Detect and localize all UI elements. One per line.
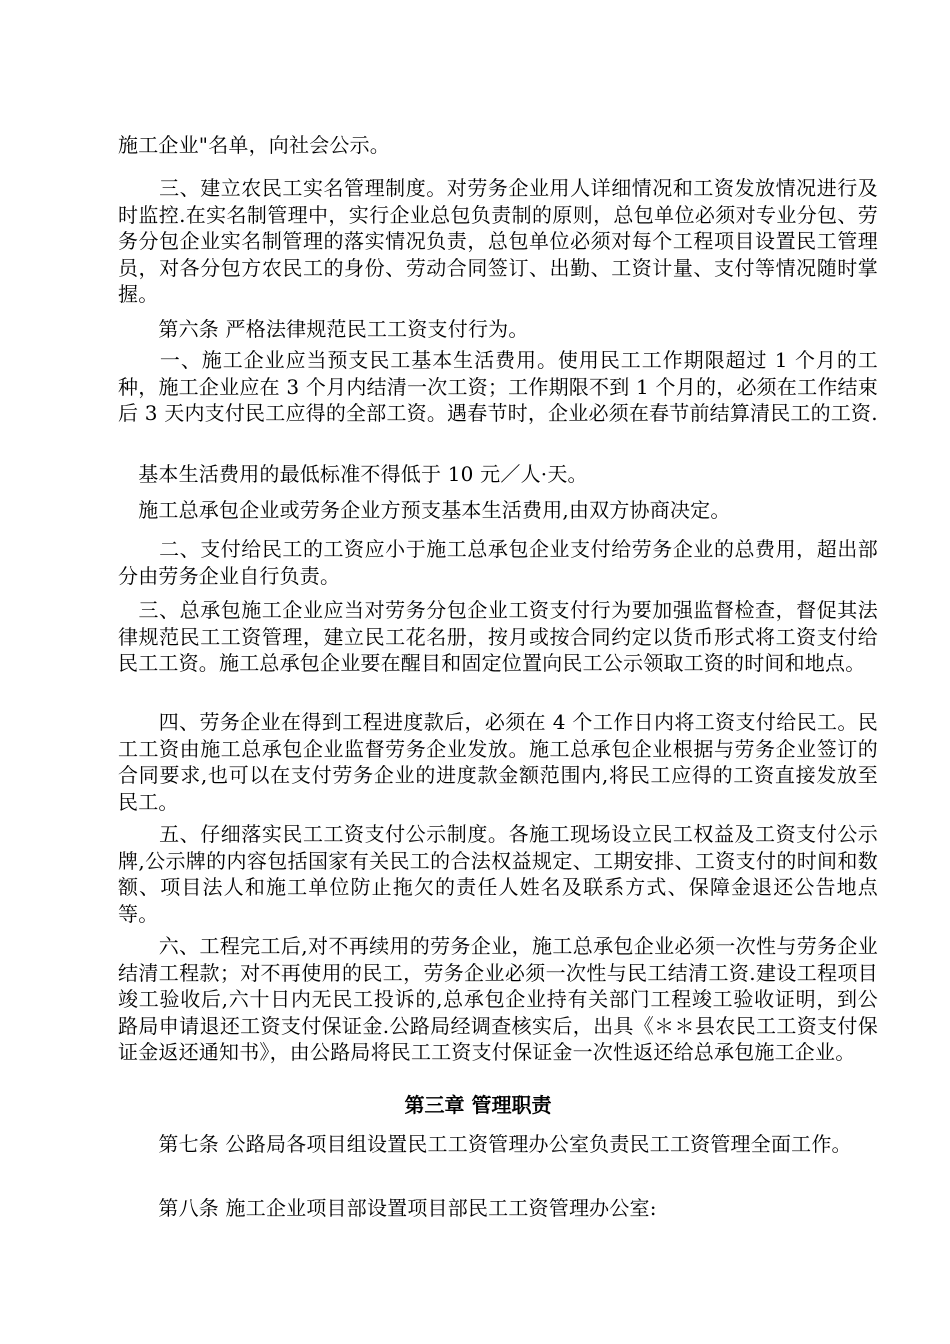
paragraph-9: 四、劳务企业在得到工程进度款后，必须在 4 个工作日内将工资支付给民工。民工工资由施工总承包企业监督劳务企业发放。施工总承包企业根据与劳务企业签订的合同要求,也可以在支付劳务企业的进度款金额范围内,将民工应得的工资直接发放至民工。 [118,710,878,814]
paragraph-7: 二、支付给民工的工资应小于施工总承包企业支付给劳务企业的总费用，超出部分由劳务企业自行负责。 [118,537,878,588]
chapter-heading: 第三章 管理职责 [404,1093,552,1117]
paragraph-10: 五、仔细落实民工工资支付公示制度。各施工现场设立民工权益及工资支付公示牌,公示牌的内容包括国家有关民工的合法权益规定、工期安排、工资支付的时间和数额、项目法人和施工单位防止拖欠的责任人姓名及联系方式、保障金退还公告地点等。 [118,822,878,926]
paragraph-5: 基本生活费用的最低标准不得低于 10 元／人·天。 [118,462,588,486]
paragraph-4: 一、施工企业应当预支民工基本生活费用。使用民工工作期限超过 1 个月的工种，施工企业应在 3 个月内结清一次工资；工作期限不到 1 个月的，必须在工作结束后 3 天内支付民工应得的全部工资。遇春节时，企业必须在春节前结算清民工的工资. [118,348,878,425]
paragraph-13: 第八条 施工企业项目部设置项目部民工工资管理办公室: [118,1196,657,1220]
paragraph-8: 三、总承包施工企业应当对劳务分包企业工资支付行为要加强监督检查，督促其法律规范民工工资管理，建立民工花名册，按月或按合同约定以货币形式将工资支付给民工工资。施工总承包企业要在醒目和固定位置向民工公示领取工资的时间和地点。 [118,598,878,675]
paragraph-3: 第六条 严格法律规范民工工资支付行为。 [118,317,529,341]
paragraph-11: 六、工程完工后,对不再续用的劳务企业，施工总承包企业必须一次性与劳务企业结清工程款；对不再使用的民工，劳务企业必须一次性与民工结清工资.建设工程项目竣工验收后,六十日内无民工投诉的,总承包企业持有关部门工程竣工验收证明，到公路局申请退还工资支付保证金.公路局经调查核实后，出具《＊＊县农民工工资支付保证金返还通知书》，由公路局将民工工资支付保证金一次性返还给总承包施工企业。 [118,934,878,1064]
paragraph-2: 三、建立农民工实名管理制度。对劳务企业用人详细情况和工资发放情况进行及时监控.在实名制管理中，实行企业总包负责制的原则，总包单位必须对专业分包、劳务分包企业实名制管理的落实情况负责，总包单位必须对每个工程项目设置民工管理员，对各分包方农民工的身份、劳动合同签订、出勤、工资计量、支付等情况随时掌握。 [118,176,878,306]
paragraph-12: 第七条 公路局各项目组设置民工工资管理办公室负责民工工资管理全面工作。 [118,1132,852,1156]
paragraph-1: 施工企业"名单，向社会公示。 [118,133,390,157]
paragraph-6: 施工总承包企业或劳务企业方预支基本生活费用,由双方协商决定。 [118,498,731,522]
